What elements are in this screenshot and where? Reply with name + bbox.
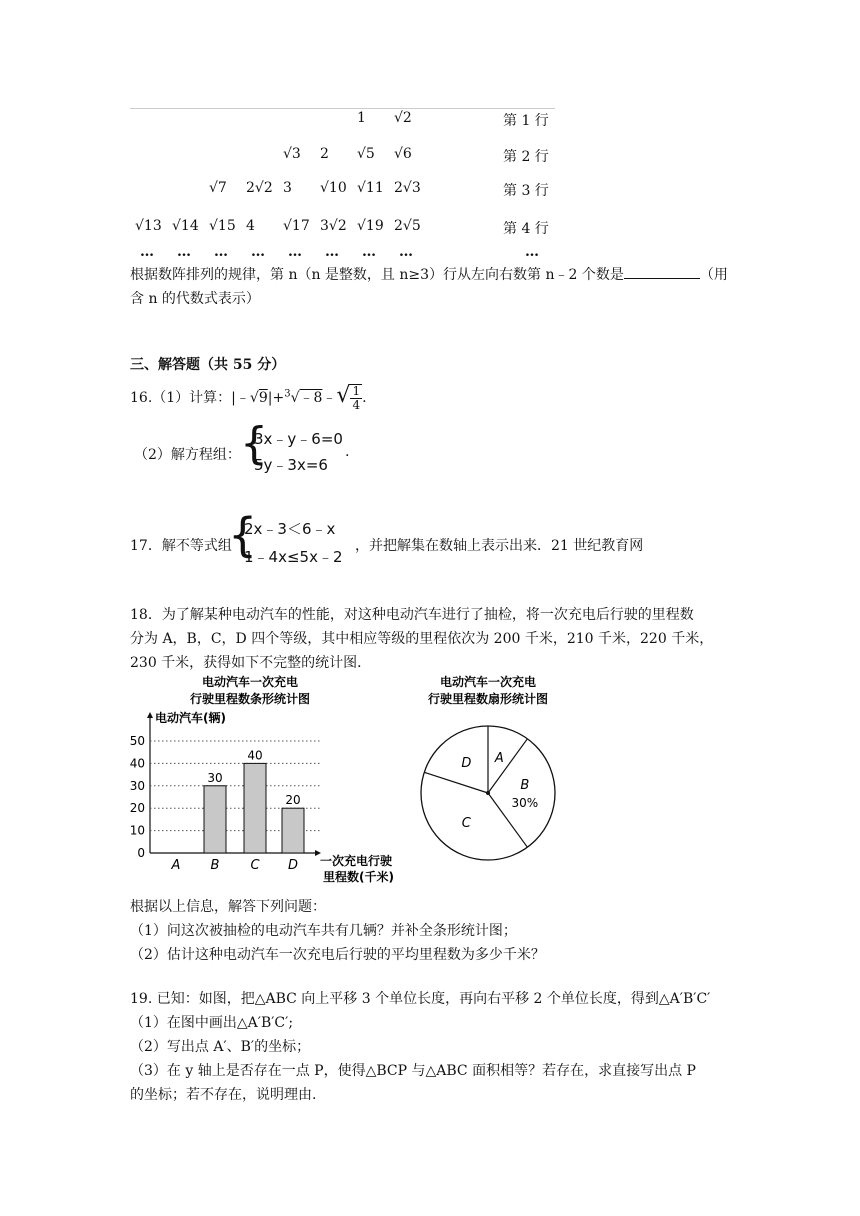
answer-blank[interactable] [624,264,700,279]
array-cell: 2√2 [246,180,273,196]
x-tick-label: B [210,858,220,873]
y-tick-label: 40 [129,756,145,771]
array-cell: √7 [209,180,227,196]
ellipsis: … [288,244,302,260]
q16-cube: ﹣8 [299,390,323,406]
ellipsis: … [362,244,376,260]
eq2: 5y﹣3x=6 [254,456,328,474]
slice-label: B [520,778,530,793]
x-axis-label-2: 里程数(千米) [323,870,394,884]
q18-after: 根据以上信息，解答下列问题： [130,899,326,915]
q16-p1-end: . [362,390,367,406]
ellipsis: … [325,244,339,260]
pie-chart-title-2: 行驶里程数扇形统计图 [427,692,549,706]
top-rule [130,108,555,109]
array-cell: √6 [394,146,412,162]
ineq2: 1﹣4x≤5x﹣2 [244,548,343,566]
cube-index: 3 [284,388,291,400]
q15-text-b: （用 [699,267,728,283]
pie-chart-title: 电动汽车一次充电 [439,675,537,689]
frac-den: 4 [352,398,361,412]
bar-chart-title-2: 行驶里程数条形统计图 [189,692,311,706]
section-heading: 三、解答题（共 55 分） [130,357,286,373]
slice-boundary [424,772,488,793]
y-tick-label: 30 [129,778,145,793]
root-sign: √ [290,390,300,406]
q16-plus: |+ [267,390,285,406]
y-tick-label: 0 [137,846,145,860]
ellipsis: … [214,244,228,260]
q15-text-a: 根据数阵排列的规律，第 n（n 是整数，且 n≥3）行从左向右数第 n﹣2 个数是 [130,267,624,283]
row-label: 第 1 行 [503,113,549,129]
q16-part1 [130,383,367,412]
pie-chart [410,672,570,872]
root-sign-2: √ [336,383,351,408]
array-cell: √13 [135,218,162,234]
bar-chart [125,672,425,892]
data-label: 40 [247,748,263,763]
q16-minus: ﹣ [322,390,337,406]
y-axis-label: 电动汽车(辆) [155,711,226,725]
ineq1: 2x﹣3＜6﹣x [244,520,336,538]
q19-sub3: （3）在 y 轴上是否存在一点 P，使得△BCP 与△ABC 面积相等？若存在，求直接写出点 P [130,1063,696,1079]
array-cell: √5 [357,146,375,162]
x-tick-label: C [250,858,260,873]
array-cell: 2 [320,146,329,162]
q16-p2-end: . [345,444,350,460]
bar-chart-title: 电动汽车一次充电 [201,675,299,689]
array-cell: 1 [357,110,366,126]
x-axis-label: 一次充电行驶 [320,854,393,868]
q16-p2-prefix: （2）解方程组： [134,447,241,463]
q19-line1: 19. 已知：如图，把△ABC 向上平移 3 个单位长度，再向右平移 2 个单位长度，得到△A′B′C′ [130,991,711,1007]
q16-sqrt9: 9 [258,390,268,406]
y-tick-label: 20 [129,801,145,816]
fraction [350,384,362,412]
q19-sub1: （1）在图中画出△A′B′C′; [130,1015,294,1031]
array-cell: 4 [246,218,255,234]
ellipsis: … [525,244,539,260]
q18-line1: 18．为了解某种电动汽车的性能，对这种电动汽车进行了抽检，将一次充电后行驶的里程数 [130,607,694,623]
eq1: 3x﹣y﹣6=0 [254,430,343,448]
y-tick-label: 50 [129,734,145,748]
brace-icon-2: { [228,508,258,562]
bar [282,808,304,853]
q16-p1-prefix: 16.（1）计算：|﹣ [130,390,250,406]
array-cell: √15 [209,218,236,234]
ellipsis: … [140,244,154,260]
x-tick-label: A [171,858,181,873]
row-label: 第 2 行 [503,149,549,165]
ellipsis: … [251,244,265,260]
array-cell: √2 [394,110,412,126]
ellipsis: … [177,244,191,260]
q18-line2: 分为 A，B，C，D 四个等级，其中相应等级的里程依次为 200 千米，210 千米，220 千米， [130,631,714,647]
q18-line3: 230 千米，获得如下不完整的统计图． [130,655,372,671]
q19-sub3b: 的坐标；若不存在，说明理由. [130,1087,317,1103]
frac-num: 1 [352,384,361,398]
q18-sub2: （2）估计这种电动汽车一次充电后行驶的平均里程数为多少千米？ [130,947,545,963]
array-cell: √10 [320,180,347,196]
pie-center [486,791,490,795]
data-label: 30 [207,770,223,785]
array-cell: 3 [283,180,292,196]
x-tick-label: D [287,858,299,873]
array-cell: √17 [283,218,310,234]
q19-sub2: （2）写出点 A′、B′的坐标； [130,1039,311,1055]
row-label: 第 4 行 [503,221,549,237]
q15-line2 [130,288,730,308]
array-cell: 2√5 [394,218,421,234]
array-cell: √19 [357,218,384,234]
y-axis-arrow [147,712,153,718]
slice-label: D [461,756,472,772]
bar [244,763,266,853]
q15-line1 [130,264,730,284]
ellipsis: … [399,244,413,260]
q17-prefix: 17．解不等式组 [130,538,232,554]
q17-suffix: ，并把解集在数轴上表示出来．21 世纪教育网 [355,538,644,554]
array-cell: √3 [283,146,301,162]
data-label: 20 [285,793,301,808]
slice-percent: 30% [511,796,539,810]
array-cell: √14 [172,218,199,234]
q15-text-c: 含 n 的代数式表示） [130,291,260,307]
slice-label: A [494,750,504,766]
array-cell: √11 [357,180,384,196]
array-cell: 2√3 [394,180,421,196]
y-tick-label: 10 [129,823,145,838]
sqrt-sign: √ [249,390,259,406]
array-cell: 3√2 [320,218,347,234]
row-label: 第 3 行 [503,183,549,199]
q18-sub1: （1）问这次被抽检的电动汽车共有几辆？并补全条形统计图； [130,923,517,939]
slice-label: C [461,815,471,831]
brace-icon: { [240,418,268,469]
bar [204,786,226,853]
